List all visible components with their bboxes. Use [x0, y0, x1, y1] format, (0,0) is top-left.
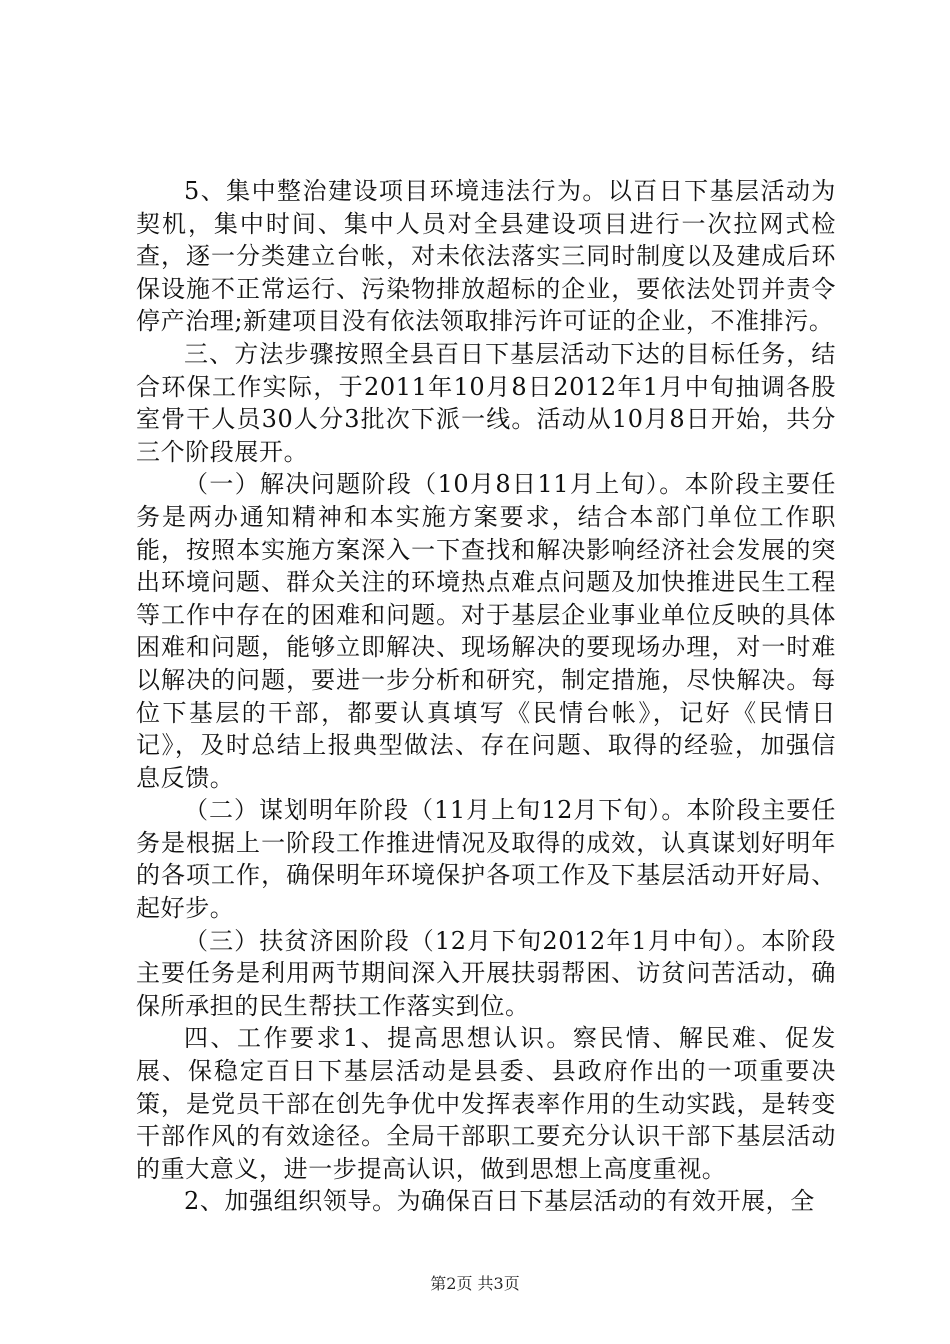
paragraph-stage-1: （一）解决问题阶段（10月8日11月上旬）。本阶段主要任务是两办通知精神和本实施方案要求，结合本部门单位工作职能，按照本实施方案深入一下查找和解决影响经济社会发展的突出环境问题、群众关注的环境热点难点问题及加快推进民生工程等工作中存在的困难和问题。对于基层企业事业单位反映的具体困难和问题，能够立即解决、现场解决的要现场办理，对一时难以解决的问题，要进一步分析和研究，制定措施，尽快解决。每位下基层的干部，都要认真填写《民情台帐》，记好《民情日记》，及时总结上报典型做法、存在问题、取得的经验，加强信息反馈。	[136, 470, 836, 792]
paragraph-item-5: 5、集中整治建设项目环境违法行为。以百日下基层活动为契机，集中时间、集中人员对全县建设项目进行一次拉网式检查，逐一分类建立台帐，对未依法落实三同时制度以及建成后环保设施不正常运行、污染物排放超标的企业，要依法处罚并责令停产治理;新建项目没有依法领取排污许可证的企业，不准排污。	[136, 177, 836, 336]
paragraph-stage-3: （三）扶贫济困阶段（12月下旬2012年1月中旬）。本阶段主要任务是利用两节期间深入开展扶弱帮困、访贫问苦活动，确保所承担的民生帮扶工作落实到位。	[136, 926, 836, 1020]
page-footer: 第2页 共3页	[430, 1274, 520, 1293]
paragraph-stage-2: （二）谋划明年阶段（11月上旬12月下旬）。本阶段主要任务是根据上一阶段工作推进情况及取得的成效，认真谋划好明年的各项工作，确保明年环境保护各项工作及下基层活动开好局、起好步。	[136, 796, 836, 923]
document-body	[136, 175, 836, 1218]
paragraph-requirement-2: 2、加强组织领导。为确保百日下基层活动的有效开展，全	[184, 1187, 815, 1216]
paragraph-section-3-method-steps: 三、方法步骤按照全县百日下基层活动下达的目标任务，结合环保工作实际，于2011年10月8日2012年1月中旬抽调各股室骨干人员30人分3批次下派一线。活动从10月8日开始，共分三个阶段展开。	[136, 339, 836, 466]
paragraph-section-4-requirements: 四、工作要求1、提高思想认识。察民情、解民难、促发展、保稳定百日下基层活动是县委、县政府作出的一项重要决策，是党员干部在创先争优中发挥表率作用的生动实践，是转变干部作风的有效途径。全局干部职工要充分认识干部下基层活动的重大意义，进一步提高认识，做到思想上高度重视。	[136, 1024, 836, 1183]
